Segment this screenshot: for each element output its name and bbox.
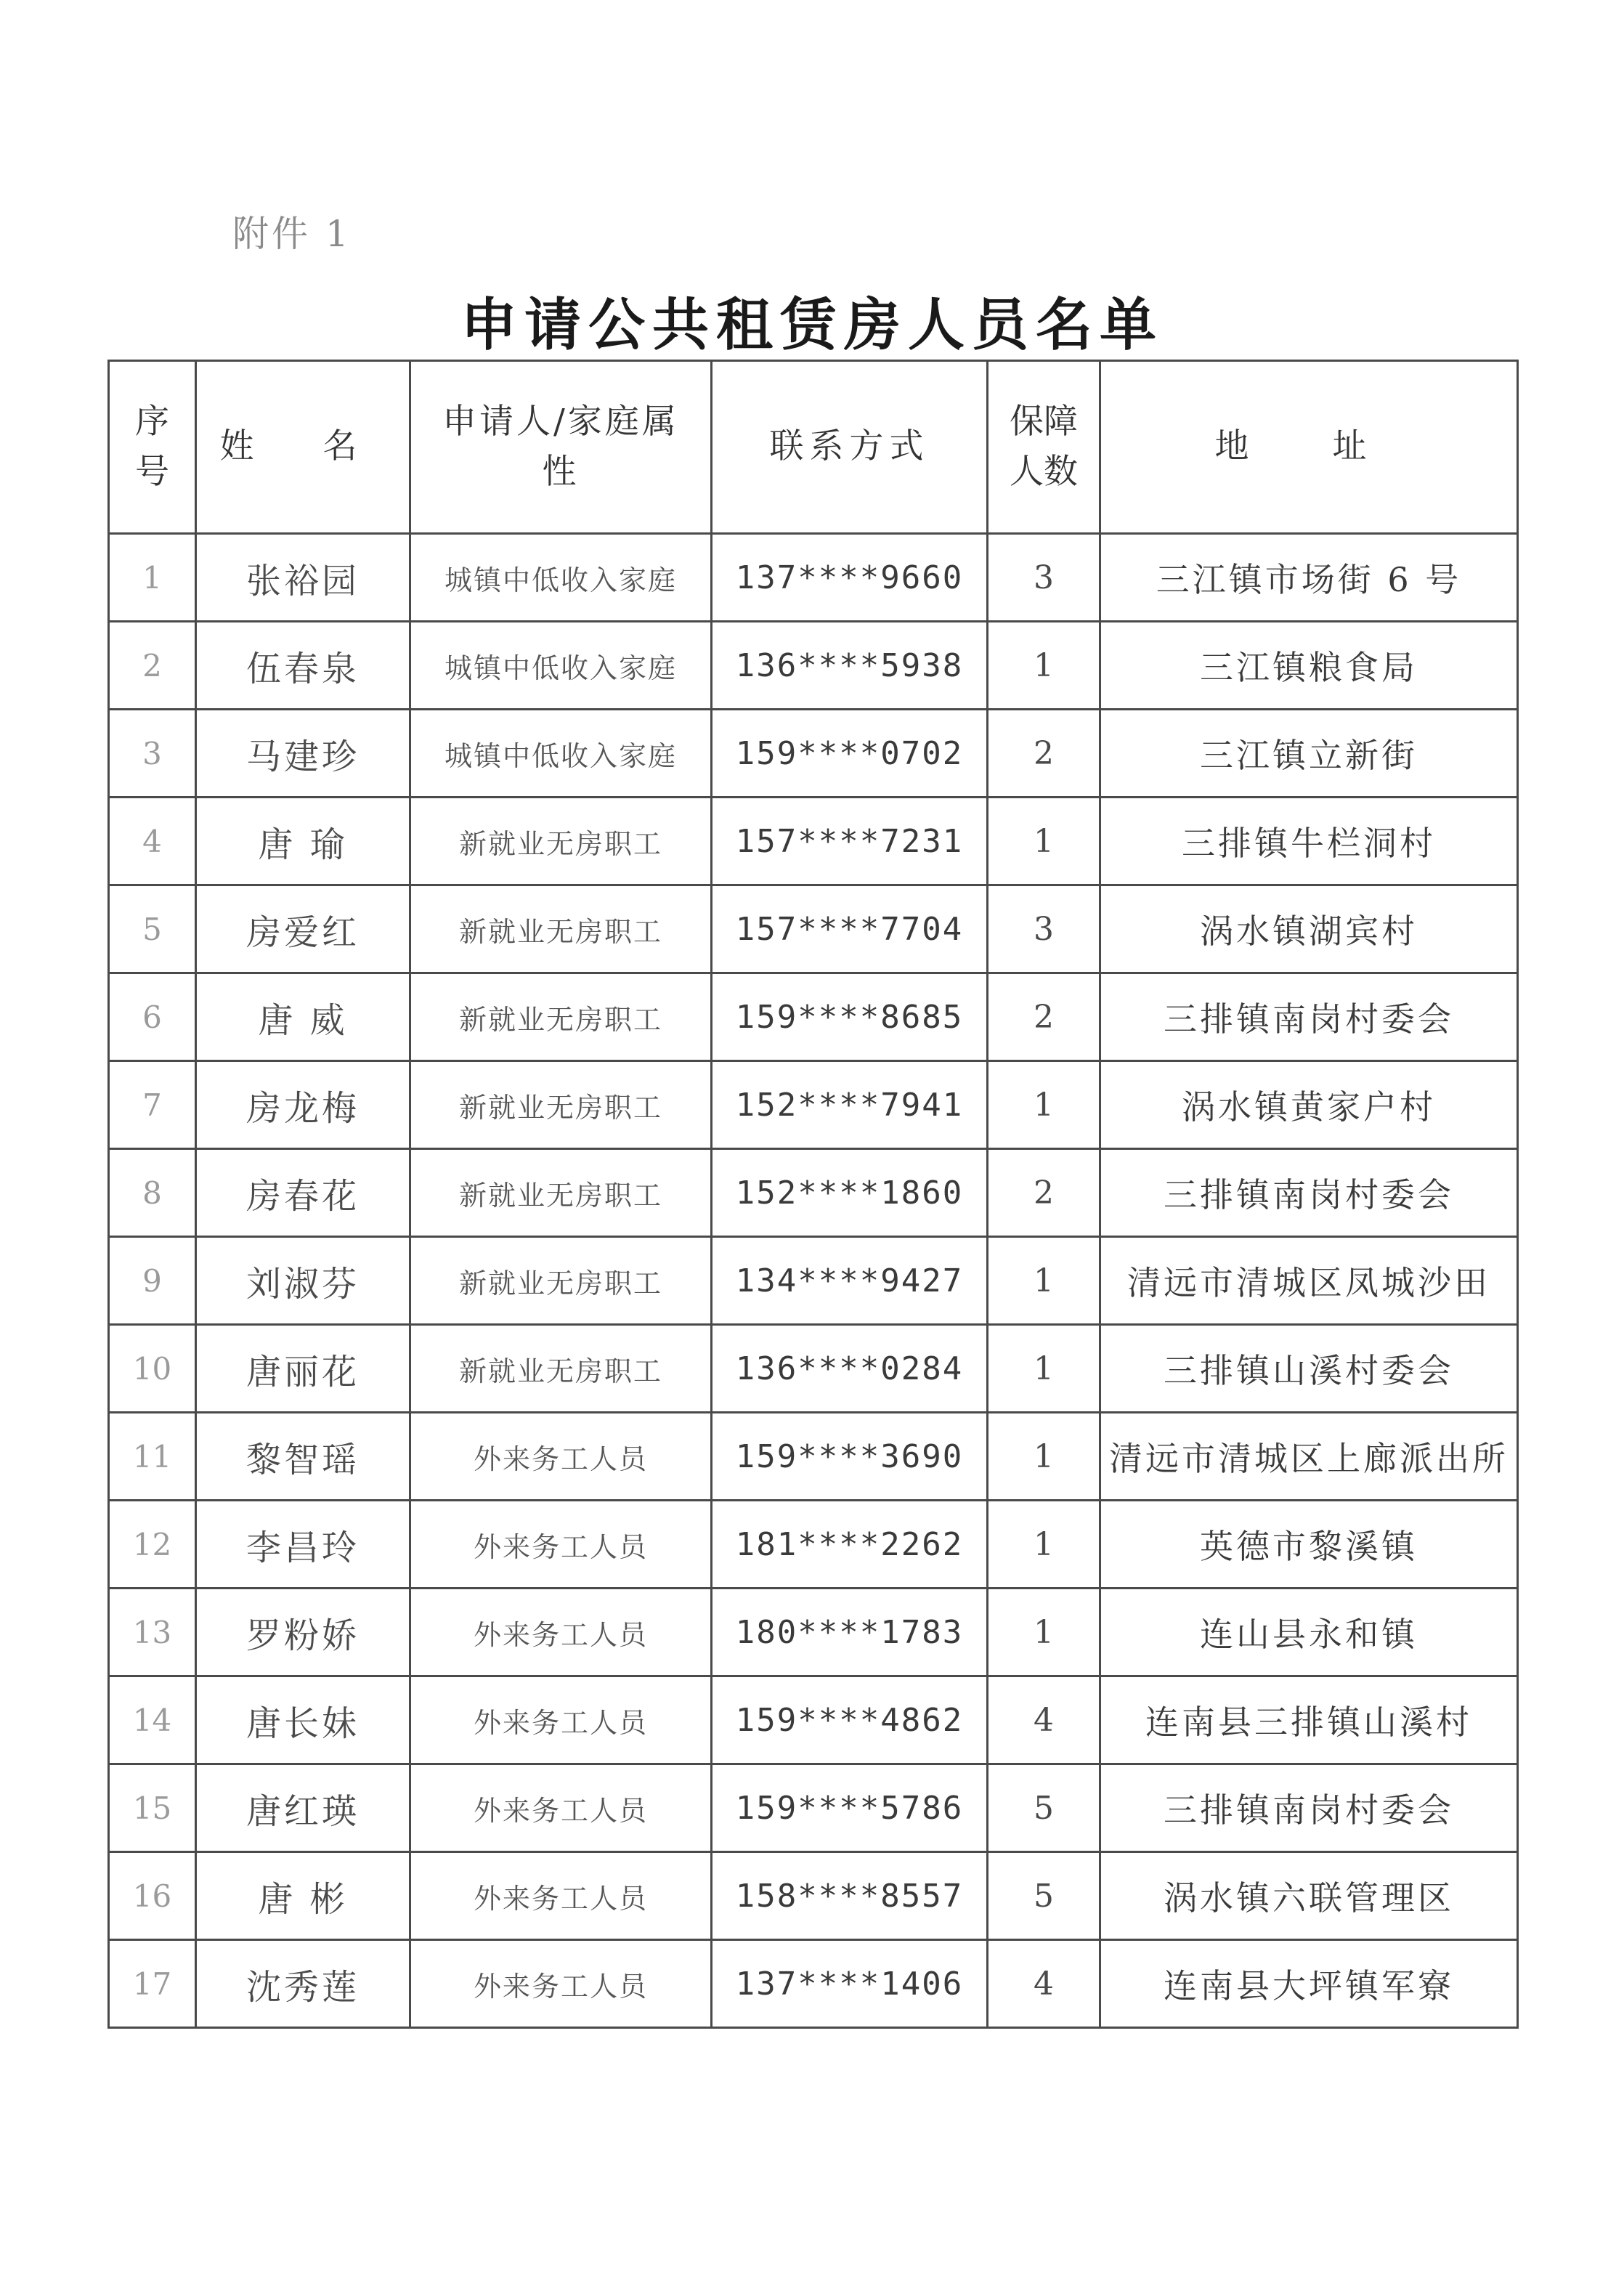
- attachment-label: 附件 1: [232, 213, 352, 255]
- cell-address: 连山县永和镇: [1100, 1589, 1518, 1676]
- header-seq: [109, 361, 196, 534]
- cell-address: 涡水镇湖宾村: [1100, 885, 1518, 973]
- cell-address: 连南县三排镇山溪村: [1100, 1676, 1518, 1764]
- cell-type: 新就业无房职工: [410, 1061, 712, 1149]
- cell-count: 1: [988, 1413, 1100, 1501]
- cell-count: 1: [988, 1501, 1100, 1589]
- cell-seq: 5: [109, 885, 196, 973]
- cell-type: 外来务工人员: [410, 1501, 712, 1589]
- cell-address: 三江镇立新街: [1100, 710, 1518, 798]
- header-seq-label: 序号: [135, 402, 169, 492]
- header-count-label: 保障人数: [1009, 402, 1078, 492]
- cell-count: 3: [988, 534, 1100, 622]
- cell-name: 黎智瑶: [196, 1413, 410, 1501]
- cell-seq: 12: [109, 1501, 196, 1589]
- cell-seq: 4: [109, 798, 196, 885]
- cell-phone: 159****5786: [712, 1764, 988, 1852]
- cell-type: 新就业无房职工: [410, 1237, 712, 1325]
- cell-seq: 15: [109, 1764, 196, 1852]
- cell-address: 三排镇南岗村委会: [1100, 1764, 1518, 1852]
- cell-name: 唐长妹: [196, 1676, 410, 1764]
- cell-name: 沈秀莲: [196, 1940, 410, 2028]
- cell-phone: 134****9427: [712, 1237, 988, 1325]
- cell-count: 4: [988, 1676, 1100, 1764]
- cell-seq: 1: [109, 534, 196, 622]
- header-name-label: 姓 名: [219, 426, 386, 467]
- cell-phone: 181****2262: [712, 1501, 988, 1589]
- header-address: [1100, 361, 1518, 534]
- cell-type: 外来务工人员: [410, 1413, 712, 1501]
- cell-phone: 159****0702: [712, 710, 988, 798]
- table-row: [109, 710, 1518, 798]
- header-address-label: 地 址: [1214, 426, 1403, 467]
- table-row: [109, 885, 1518, 973]
- cell-seq: 16: [109, 1852, 196, 1940]
- cell-count: 1: [988, 1237, 1100, 1325]
- table-header-row: [109, 361, 1518, 534]
- table-row: [109, 1676, 1518, 1764]
- cell-name: 唐丽花: [196, 1325, 410, 1413]
- cell-name: 刘淑芬: [196, 1237, 410, 1325]
- cell-type: 城镇中低收入家庭: [410, 710, 712, 798]
- table-row: [109, 1237, 1518, 1325]
- cell-type: 外来务工人员: [410, 1589, 712, 1676]
- header-type-label: 申请人/家庭属性: [442, 402, 679, 492]
- header-type: [410, 361, 712, 534]
- cell-seq: 7: [109, 1061, 196, 1149]
- cell-phone: 137****9660: [712, 534, 988, 622]
- cell-count: 4: [988, 1940, 1100, 2028]
- cell-phone: 159****8685: [712, 973, 988, 1061]
- cell-address: 三排镇南岗村委会: [1100, 973, 1518, 1061]
- table-row: [109, 1764, 1518, 1852]
- cell-seq: 6: [109, 973, 196, 1061]
- cell-count: 1: [988, 1061, 1100, 1149]
- cell-count: 5: [988, 1852, 1100, 1940]
- cell-address: 连南县大坪镇军寮: [1100, 1940, 1518, 2028]
- cell-name: 李昌玲: [196, 1501, 410, 1589]
- cell-phone: 158****8557: [712, 1852, 988, 1940]
- table-row: [109, 1325, 1518, 1413]
- cell-address: 三排镇南岗村委会: [1100, 1149, 1518, 1237]
- table-row: [109, 1149, 1518, 1237]
- header-name: [196, 361, 410, 534]
- cell-seq: 14: [109, 1676, 196, 1764]
- table-row: [109, 1413, 1518, 1501]
- cell-count: 5: [988, 1764, 1100, 1852]
- table-body: [109, 534, 1518, 2028]
- cell-phone: 137****1406: [712, 1940, 988, 2028]
- table-row: [109, 1852, 1518, 1940]
- cell-name: 房春花: [196, 1149, 410, 1237]
- cell-seq: 13: [109, 1589, 196, 1676]
- table-row: [109, 798, 1518, 885]
- cell-phone: 152****7941: [712, 1061, 988, 1149]
- cell-seq: 17: [109, 1940, 196, 2028]
- table-row: [109, 1589, 1518, 1676]
- cell-seq: 10: [109, 1325, 196, 1413]
- applicant-table: [107, 360, 1519, 2029]
- cell-address: 清远市清城区上廊派出所: [1100, 1413, 1518, 1501]
- cell-address: 涡水镇黄家户村: [1100, 1061, 1518, 1149]
- cell-count: 2: [988, 973, 1100, 1061]
- cell-name: 伍春泉: [196, 622, 410, 710]
- cell-name: 唐 瑜: [196, 798, 410, 885]
- table-row: [109, 534, 1518, 622]
- page-title: 申请公共租赁房人员名单: [460, 292, 1164, 358]
- header-contact-label: 联系方式: [769, 426, 930, 467]
- cell-type: 新就业无房职工: [410, 1149, 712, 1237]
- cell-phone: 157****7231: [712, 798, 988, 885]
- cell-phone: 159****3690: [712, 1413, 988, 1501]
- cell-type: 新就业无房职工: [410, 885, 712, 973]
- cell-seq: 9: [109, 1237, 196, 1325]
- table-row: [109, 1940, 1518, 2028]
- cell-type: 新就业无房职工: [410, 798, 712, 885]
- cell-type: 外来务工人员: [410, 1764, 712, 1852]
- cell-count: 2: [988, 710, 1100, 798]
- cell-address: 英德市黎溪镇: [1100, 1501, 1518, 1589]
- cell-type: 城镇中低收入家庭: [410, 622, 712, 710]
- cell-seq: 11: [109, 1413, 196, 1501]
- cell-count: 3: [988, 885, 1100, 973]
- cell-name: 唐红瑛: [196, 1764, 410, 1852]
- cell-name: 唐 威: [196, 973, 410, 1061]
- header-contact: [712, 361, 988, 534]
- cell-seq: 8: [109, 1149, 196, 1237]
- cell-count: 1: [988, 1325, 1100, 1413]
- cell-address: 清远市清城区凤城沙田: [1100, 1237, 1518, 1325]
- cell-type: 新就业无房职工: [410, 973, 712, 1061]
- cell-count: 1: [988, 1589, 1100, 1676]
- cell-seq: 2: [109, 622, 196, 710]
- cell-phone: 136****5938: [712, 622, 988, 710]
- cell-phone: 157****7704: [712, 885, 988, 973]
- cell-type: 外来务工人员: [410, 1940, 712, 2028]
- cell-name: 张裕园: [196, 534, 410, 622]
- cell-name: 马建珍: [196, 710, 410, 798]
- header-count: [988, 361, 1100, 534]
- cell-seq: 3: [109, 710, 196, 798]
- table-row: [109, 1501, 1518, 1589]
- cell-name: 罗粉娇: [196, 1589, 410, 1676]
- cell-name: 房龙梅: [196, 1061, 410, 1149]
- cell-phone: 159****4862: [712, 1676, 988, 1764]
- cell-address: 三排镇山溪村委会: [1100, 1325, 1518, 1413]
- cell-address: 三排镇牛栏洞村: [1100, 798, 1518, 885]
- cell-type: 新就业无房职工: [410, 1325, 712, 1413]
- cell-name: 唐 彬: [196, 1852, 410, 1940]
- table-row: [109, 622, 1518, 710]
- cell-count: 1: [988, 622, 1100, 710]
- cell-phone: 152****1860: [712, 1149, 988, 1237]
- cell-phone: 136****0284: [712, 1325, 988, 1413]
- cell-type: 外来务工人员: [410, 1852, 712, 1940]
- cell-count: 1: [988, 798, 1100, 885]
- cell-type: 外来务工人员: [410, 1676, 712, 1764]
- cell-address: 三江镇粮食局: [1100, 622, 1518, 710]
- cell-type: 城镇中低收入家庭: [410, 534, 712, 622]
- cell-address: 涡水镇六联管理区: [1100, 1852, 1518, 1940]
- table-row: [109, 1061, 1518, 1149]
- cell-count: 2: [988, 1149, 1100, 1237]
- cell-phone: 180****1783: [712, 1589, 988, 1676]
- cell-name: 房爱红: [196, 885, 410, 973]
- table-row: [109, 973, 1518, 1061]
- cell-address: 三江镇市场街 6 号: [1100, 534, 1518, 622]
